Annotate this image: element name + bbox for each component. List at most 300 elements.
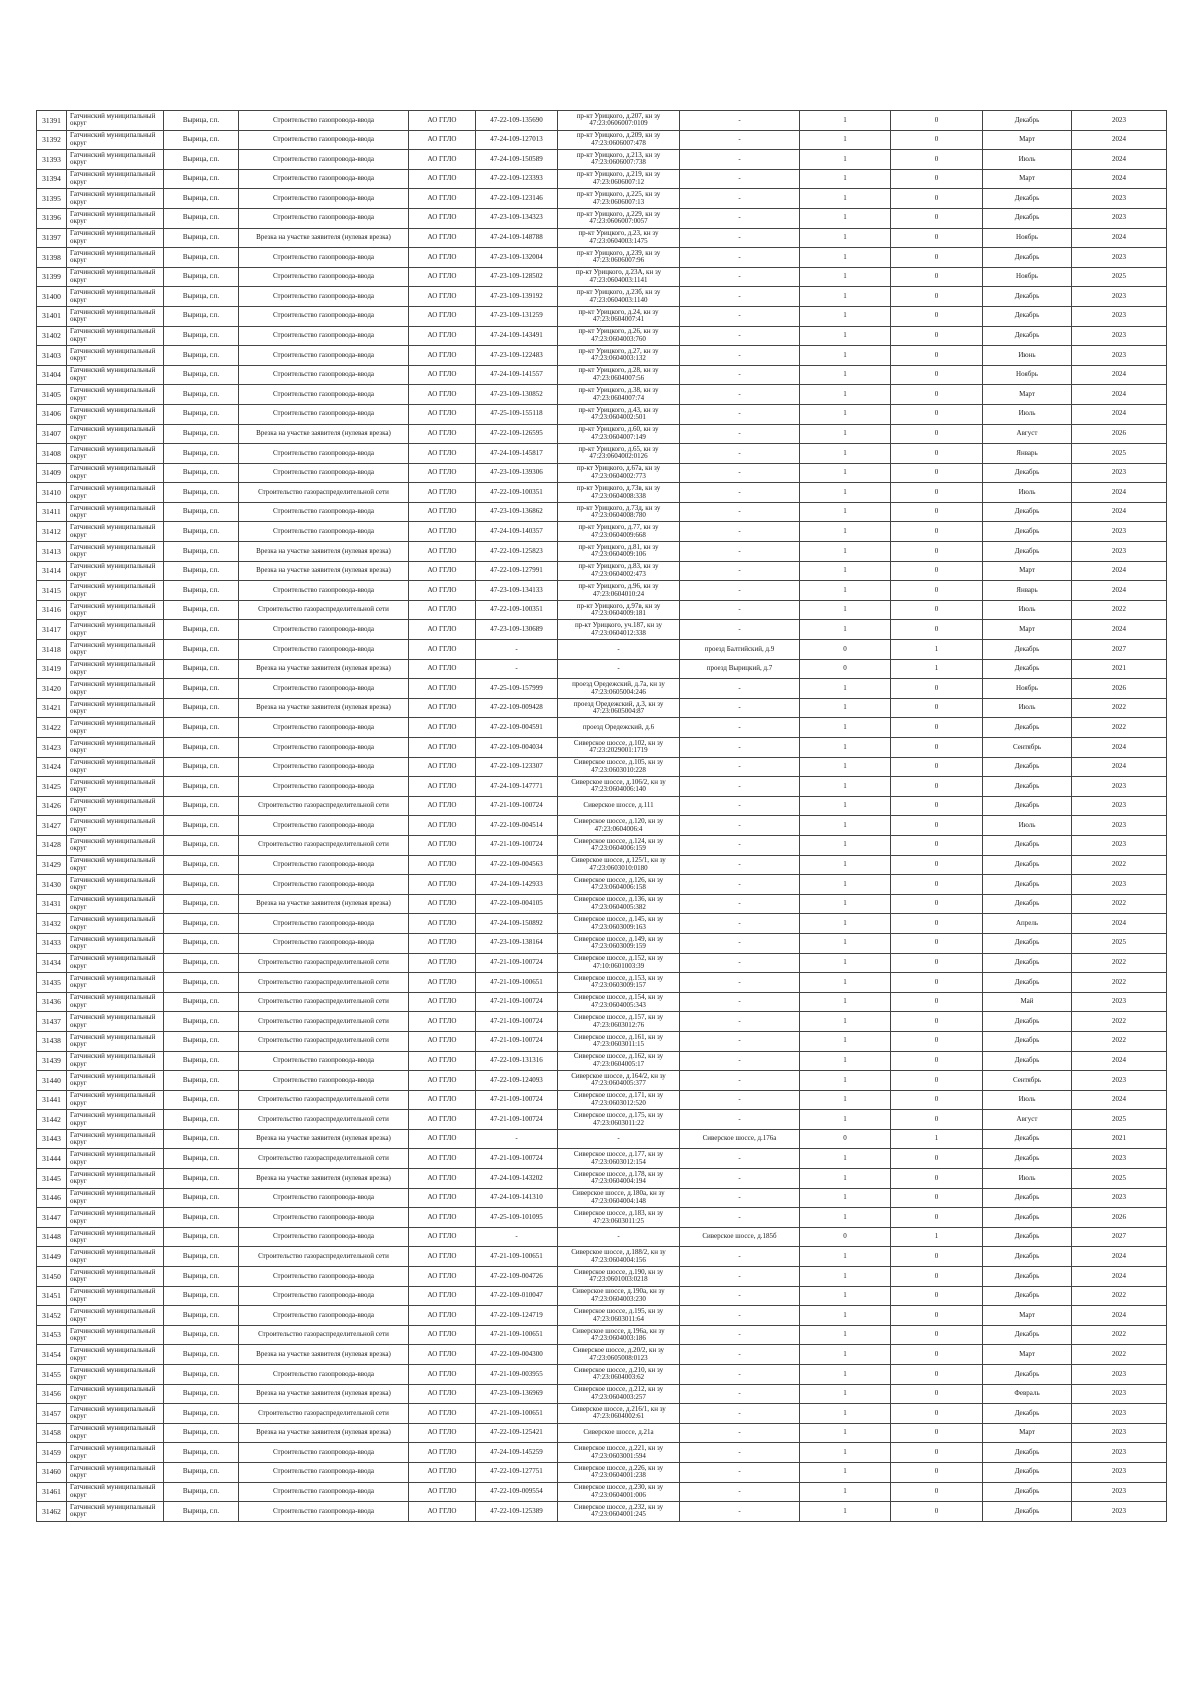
organization-cell: АО ГГЛО <box>409 1188 476 1208</box>
year-cell: 2024 <box>1072 228 1167 248</box>
year-cell: 2023 <box>1072 1188 1167 1208</box>
planned-count-cell: 0 <box>891 1443 983 1463</box>
address-cell: - <box>558 659 680 679</box>
settlement-cell: Вырица, г.п. <box>164 150 239 170</box>
application-number-cell: 47-21-109-100724 <box>476 1149 558 1169</box>
row-number: 31427 <box>37 816 67 836</box>
row-number: 31443 <box>37 1129 67 1149</box>
count-cell: 1 <box>800 169 891 189</box>
year-cell: 2022 <box>1072 1286 1167 1306</box>
planned-count-cell: 0 <box>891 248 983 268</box>
year-cell: 2023 <box>1072 1071 1167 1091</box>
table-row <box>37 1502 1167 1522</box>
table-row <box>37 600 1167 620</box>
planned-count-cell: 0 <box>891 1462 983 1482</box>
month-cell: Декабрь <box>983 463 1072 483</box>
row-number: 31421 <box>37 698 67 718</box>
application-number-cell: - <box>476 1227 558 1247</box>
count-cell: 0 <box>800 1129 891 1149</box>
work-type-cell: Строительство газопровода-ввода <box>239 306 409 326</box>
application-number-cell: 47-21-109-100651 <box>476 1247 558 1267</box>
application-number-cell: 47-22-109-127991 <box>476 561 558 581</box>
work-type-cell: Врезка на участке заявителя (нулевая врезка) <box>239 659 409 679</box>
row-number: 31446 <box>37 1188 67 1208</box>
count-cell: 1 <box>800 130 891 150</box>
organization-cell: АО ГГЛО <box>409 1208 476 1228</box>
row-number: 31405 <box>37 385 67 405</box>
organization-cell: АО ГГЛО <box>409 875 476 895</box>
gasification-table <box>36 110 1167 1522</box>
year-cell: 2024 <box>1072 738 1167 758</box>
count-cell: 1 <box>800 1502 891 1522</box>
organization-cell: АО ГГЛО <box>409 1169 476 1189</box>
address-cell: проезд Оредежский, д.3, кн зу 47:23:0605004:87 <box>558 698 680 718</box>
planned-count-cell: 0 <box>891 953 983 973</box>
address-cell: пр-кт Урицкого, д.229, кн зу 47:23:0606007:0057 <box>558 208 680 228</box>
planned-address-cell: - <box>680 189 800 209</box>
planned-address-cell: - <box>680 1384 800 1404</box>
address-cell: пр-кт Урицкого, д.65, кн зу 47:23:0604002:0126 <box>558 444 680 464</box>
planned-address-cell: - <box>680 346 800 366</box>
application-number-cell: 47-23-109-130852 <box>476 385 558 405</box>
row-number: 31462 <box>37 1502 67 1522</box>
address-cell: пр-кт Урицкого, д.96, кн зу 47:23:0604010:24 <box>558 581 680 601</box>
year-cell: 2022 <box>1072 953 1167 973</box>
planned-count-cell: 0 <box>891 1482 983 1502</box>
planned-count-cell: 0 <box>891 1051 983 1071</box>
row-number: 31400 <box>37 287 67 307</box>
month-cell: Декабрь <box>983 287 1072 307</box>
planned-address-cell: - <box>680 522 800 542</box>
planned-count-cell: 0 <box>891 561 983 581</box>
count-cell: 0 <box>800 1227 891 1247</box>
settlement-cell: Вырица, г.п. <box>164 483 239 503</box>
organization-cell: АО ГГЛО <box>409 287 476 307</box>
organization-cell: АО ГГЛО <box>409 385 476 405</box>
work-type-cell: Строительство газопровода-ввода <box>239 346 409 366</box>
planned-count-cell: 0 <box>891 1325 983 1345</box>
table-row <box>37 267 1167 287</box>
month-cell: Ноябрь <box>983 228 1072 248</box>
address-cell: Сиверское шоссе, д.126, кн зу 47:23:0604006:158 <box>558 875 680 895</box>
organization-cell: АО ГГЛО <box>409 1306 476 1326</box>
district-cell: Гатчинский муниципальный округ <box>67 1031 164 1051</box>
month-cell: Декабрь <box>983 973 1072 993</box>
year-cell: 2023 <box>1072 306 1167 326</box>
planned-address-cell: - <box>680 248 800 268</box>
row-number: 31454 <box>37 1345 67 1365</box>
address-cell: Сиверское шоссе, д.124, кн зу 47:23:0604006:159 <box>558 835 680 855</box>
address-cell: Сиверское шоссе, д.21а <box>558 1423 680 1443</box>
organization-cell: АО ГГЛО <box>409 542 476 562</box>
year-cell: 2023 <box>1072 287 1167 307</box>
row-number: 31412 <box>37 522 67 542</box>
planned-count-cell: 0 <box>891 1149 983 1169</box>
work-type-cell: Строительство газораспределительной сети <box>239 1031 409 1051</box>
table-row <box>37 777 1167 797</box>
organization-cell: АО ГГЛО <box>409 1247 476 1267</box>
month-cell: Март <box>983 1306 1072 1326</box>
count-cell: 1 <box>800 914 891 934</box>
table-row <box>37 228 1167 248</box>
month-cell: Декабрь <box>983 502 1072 522</box>
district-cell: Гатчинский муниципальный округ <box>67 757 164 777</box>
count-cell: 1 <box>800 1286 891 1306</box>
address-cell: Сиверское шоссе, д.149, кн зу 47:23:0603009:159 <box>558 933 680 953</box>
month-cell: Декабрь <box>983 1208 1072 1228</box>
row-number: 31415 <box>37 581 67 601</box>
planned-count-cell: 0 <box>891 326 983 346</box>
count-cell: 1 <box>800 208 891 228</box>
settlement-cell: Вырица, г.п. <box>164 718 239 738</box>
address-cell: Сиверское шоссе, д.145, кн зу 47:23:0603009:163 <box>558 914 680 934</box>
row-number: 31433 <box>37 933 67 953</box>
district-cell: Гатчинский муниципальный округ <box>67 620 164 640</box>
year-cell: 2023 <box>1072 1462 1167 1482</box>
application-number-cell: 47-24-109-150892 <box>476 914 558 934</box>
year-cell: 2024 <box>1072 581 1167 601</box>
count-cell: 1 <box>800 894 891 914</box>
year-cell: 2025 <box>1072 1169 1167 1189</box>
year-cell: 2022 <box>1072 973 1167 993</box>
settlement-cell: Вырица, г.п. <box>164 679 239 699</box>
planned-count-cell: 0 <box>891 404 983 424</box>
address-cell: Сиверское шоссе, д.221, кн зу 47:23:0603001:594 <box>558 1443 680 1463</box>
application-number-cell: 47-21-109-100724 <box>476 1031 558 1051</box>
application-number-cell: 47-22-109-126595 <box>476 424 558 444</box>
application-number-cell: 47-22-109-009428 <box>476 698 558 718</box>
application-number-cell: 47-22-109-004591 <box>476 718 558 738</box>
planned-count-cell: 0 <box>891 1110 983 1130</box>
row-number: 31406 <box>37 404 67 424</box>
month-cell: Декабрь <box>983 1012 1072 1032</box>
count-cell: 0 <box>800 640 891 660</box>
work-type-cell: Строительство газопровода-ввода <box>239 679 409 699</box>
organization-cell: АО ГГЛО <box>409 1090 476 1110</box>
work-type-cell: Строительство газопровода-ввода <box>239 914 409 934</box>
work-type-cell: Строительство газопровода-ввода <box>239 444 409 464</box>
work-type-cell: Строительство газопровода-ввода <box>239 718 409 738</box>
organization-cell: АО ГГЛО <box>409 953 476 973</box>
settlement-cell: Вырица, г.п. <box>164 738 239 758</box>
row-number: 31408 <box>37 444 67 464</box>
planned-address-cell: - <box>680 1404 800 1424</box>
settlement-cell: Вырица, г.п. <box>164 248 239 268</box>
planned-count-cell: 0 <box>891 111 983 131</box>
year-cell: 2023 <box>1072 1149 1167 1169</box>
district-cell: Гатчинский муниципальный округ <box>67 522 164 542</box>
table-row <box>37 1149 1167 1169</box>
planned-count-cell: 0 <box>891 150 983 170</box>
planned-address-cell: - <box>680 1286 800 1306</box>
address-cell: Сиверское шоссе, д.175, кн зу 47:23:0603011:22 <box>558 1110 680 1130</box>
organization-cell: АО ГГЛО <box>409 502 476 522</box>
settlement-cell: Вырица, г.п. <box>164 542 239 562</box>
row-number: 31424 <box>37 757 67 777</box>
planned-count-cell: 0 <box>891 1423 983 1443</box>
row-number: 31396 <box>37 208 67 228</box>
month-cell: Декабрь <box>983 1443 1072 1463</box>
district-cell: Гатчинский муниципальный округ <box>67 1365 164 1385</box>
planned-count-cell: 0 <box>891 620 983 640</box>
table-row <box>37 640 1167 660</box>
planned-count-cell: 0 <box>891 385 983 405</box>
work-type-cell: Строительство газораспределительной сети <box>239 835 409 855</box>
planned-count-cell: 0 <box>891 189 983 209</box>
work-type-cell: Строительство газопровода-ввода <box>239 365 409 385</box>
table-row <box>37 914 1167 934</box>
count-cell: 1 <box>800 698 891 718</box>
month-cell: Апрель <box>983 914 1072 934</box>
year-cell: 2024 <box>1072 130 1167 150</box>
district-cell: Гатчинский муниципальный округ <box>67 1325 164 1345</box>
district-cell: Гатчинский муниципальный округ <box>67 659 164 679</box>
work-type-cell: Строительство газопровода-ввода <box>239 208 409 228</box>
planned-count-cell: 0 <box>891 992 983 1012</box>
settlement-cell: Вырица, г.п. <box>164 894 239 914</box>
row-number: 31437 <box>37 1012 67 1032</box>
district-cell: Гатчинский муниципальный округ <box>67 679 164 699</box>
work-type-cell: Врезка на участке заявителя (нулевая врезка) <box>239 1384 409 1404</box>
planned-count-cell: 0 <box>891 1012 983 1032</box>
table-row <box>37 698 1167 718</box>
row-number: 31456 <box>37 1384 67 1404</box>
district-cell: Гатчинский муниципальный округ <box>67 130 164 150</box>
work-type-cell: Строительство газораспределительной сети <box>239 600 409 620</box>
planned-count-cell: 0 <box>891 287 983 307</box>
year-cell: 2022 <box>1072 855 1167 875</box>
planned-address-cell: - <box>680 1365 800 1385</box>
application-number-cell: 47-21-109-100724 <box>476 835 558 855</box>
district-cell: Гатчинский муниципальный округ <box>67 698 164 718</box>
planned-address-cell: - <box>680 718 800 738</box>
application-number-cell: 47-21-109-003955 <box>476 1365 558 1385</box>
planned-address-cell: - <box>680 1051 800 1071</box>
organization-cell: АО ГГЛО <box>409 835 476 855</box>
district-cell: Гатчинский муниципальный округ <box>67 973 164 993</box>
row-number: 31444 <box>37 1149 67 1169</box>
count-cell: 1 <box>800 483 891 503</box>
year-cell: 2021 <box>1072 659 1167 679</box>
district-cell: Гатчинский муниципальный округ <box>67 1482 164 1502</box>
organization-cell: АО ГГЛО <box>409 1129 476 1149</box>
application-number-cell: 47-22-109-004300 <box>476 1345 558 1365</box>
row-number: 31429 <box>37 855 67 875</box>
organization-cell: АО ГГЛО <box>409 267 476 287</box>
year-cell: 2022 <box>1072 894 1167 914</box>
organization-cell: АО ГГЛО <box>409 1462 476 1482</box>
planned-count-cell: 0 <box>891 875 983 895</box>
work-type-cell: Строительство газопровода-ввода <box>239 1482 409 1502</box>
address-cell: пр-кт Урицкого, д.43, кн зу 47:23:0604002:501 <box>558 404 680 424</box>
count-cell: 1 <box>800 228 891 248</box>
address-cell: Сиверское шоссе, д.178, кн зу 47:23:0604004:194 <box>558 1169 680 1189</box>
district-cell: Гатчинский муниципальный округ <box>67 894 164 914</box>
month-cell: Декабрь <box>983 1051 1072 1071</box>
district-cell: Гатчинский муниципальный округ <box>67 777 164 797</box>
year-cell: 2023 <box>1072 777 1167 797</box>
planned-address-cell: - <box>680 542 800 562</box>
work-type-cell: Строительство газопровода-ввода <box>239 248 409 268</box>
application-number-cell: 47-22-109-125389 <box>476 1502 558 1522</box>
planned-address-cell: - <box>680 267 800 287</box>
year-cell: 2023 <box>1072 111 1167 131</box>
planned-address-cell: - <box>680 1443 800 1463</box>
month-cell: Декабрь <box>983 659 1072 679</box>
planned-address-cell: - <box>680 855 800 875</box>
count-cell: 1 <box>800 757 891 777</box>
planned-address-cell: - <box>680 306 800 326</box>
year-cell: 2022 <box>1072 1325 1167 1345</box>
address-cell: проезд Оредежский, д.7а, кн зу 47:23:0605004:246 <box>558 679 680 699</box>
organization-cell: АО ГГЛО <box>409 973 476 993</box>
month-cell: Июль <box>983 600 1072 620</box>
settlement-cell: Вырица, г.п. <box>164 404 239 424</box>
row-number: 31455 <box>37 1365 67 1385</box>
settlement-cell: Вырица, г.п. <box>164 1090 239 1110</box>
month-cell: Март <box>983 620 1072 640</box>
planned-address-cell: Сиверское шоссе, д.176а <box>680 1129 800 1149</box>
table-row <box>37 385 1167 405</box>
planned-count-cell: 0 <box>891 502 983 522</box>
count-cell: 1 <box>800 1012 891 1032</box>
year-cell: 2023 <box>1072 875 1167 895</box>
application-number-cell: 47-24-109-143491 <box>476 326 558 346</box>
month-cell: Ноябрь <box>983 365 1072 385</box>
month-cell: Декабрь <box>983 522 1072 542</box>
planned-address-cell: - <box>680 287 800 307</box>
district-cell: Гатчинский муниципальный округ <box>67 169 164 189</box>
count-cell: 1 <box>800 404 891 424</box>
planned-address-cell: - <box>680 502 800 522</box>
settlement-cell: Вырица, г.п. <box>164 1208 239 1228</box>
planned-address-cell: - <box>680 953 800 973</box>
organization-cell: АО ГГЛО <box>409 444 476 464</box>
row-number: 31445 <box>37 1169 67 1189</box>
district-cell: Гатчинский муниципальный округ <box>67 1247 164 1267</box>
month-cell: Декабрь <box>983 933 1072 953</box>
count-cell: 1 <box>800 600 891 620</box>
year-cell: 2023 <box>1072 992 1167 1012</box>
settlement-cell: Вырица, г.п. <box>164 973 239 993</box>
year-cell: 2026 <box>1072 679 1167 699</box>
planned-address-cell: - <box>680 483 800 503</box>
organization-cell: АО ГГЛО <box>409 816 476 836</box>
district-cell: Гатчинский муниципальный округ <box>67 1345 164 1365</box>
planned-count-cell: 0 <box>891 267 983 287</box>
district-cell: Гатчинский муниципальный округ <box>67 424 164 444</box>
application-number-cell: 47-23-109-130689 <box>476 620 558 640</box>
work-type-cell: Врезка на участке заявителя (нулевая врезка) <box>239 561 409 581</box>
month-cell: Декабрь <box>983 855 1072 875</box>
planned-address-cell: - <box>680 738 800 758</box>
row-number: 31401 <box>37 306 67 326</box>
application-number-cell: 47-22-109-125823 <box>476 542 558 562</box>
year-cell: 2022 <box>1072 1031 1167 1051</box>
district-cell: Гатчинский муниципальный округ <box>67 1208 164 1228</box>
row-number: 31391 <box>37 111 67 131</box>
district-cell: Гатчинский муниципальный округ <box>67 1169 164 1189</box>
address-cell: пр-кт Урицкого, д.77, кн зу 47:23:0604009:668 <box>558 522 680 542</box>
count-cell: 1 <box>800 1090 891 1110</box>
work-type-cell: Строительство газораспределительной сети <box>239 1110 409 1130</box>
application-number-cell: 47-24-109-140357 <box>476 522 558 542</box>
planned-address-cell: - <box>680 1306 800 1326</box>
settlement-cell: Вырица, г.п. <box>164 1306 239 1326</box>
application-number-cell: 47-22-109-124093 <box>476 1071 558 1091</box>
planned-count-cell: 0 <box>891 1031 983 1051</box>
table-row <box>37 306 1167 326</box>
district-cell: Гатчинский муниципальный округ <box>67 855 164 875</box>
organization-cell: АО ГГЛО <box>409 581 476 601</box>
row-number: 31423 <box>37 738 67 758</box>
work-type-cell: Врезка на участке заявителя (нулевая врезка) <box>239 698 409 718</box>
month-cell: Декабрь <box>983 1325 1072 1345</box>
work-type-cell: Строительство газопровода-ввода <box>239 640 409 660</box>
work-type-cell: Строительство газораспределительной сети <box>239 953 409 973</box>
year-cell: 2022 <box>1072 1345 1167 1365</box>
count-cell: 1 <box>800 718 891 738</box>
year-cell: 2024 <box>1072 1267 1167 1287</box>
table-row <box>37 1443 1167 1463</box>
planned-address-cell: - <box>680 365 800 385</box>
work-type-cell: Строительство газопровода-ввода <box>239 1227 409 1247</box>
application-number-cell: 47-25-109-157999 <box>476 679 558 699</box>
table-row <box>37 1031 1167 1051</box>
address-cell: пр-кт Урицкого, д.28, кн зу 47:23:0604007:56 <box>558 365 680 385</box>
year-cell: 2027 <box>1072 640 1167 660</box>
planned-address-cell: - <box>680 1149 800 1169</box>
organization-cell: АО ГГЛО <box>409 111 476 131</box>
organization-cell: АО ГГЛО <box>409 130 476 150</box>
row-number: 31438 <box>37 1031 67 1051</box>
work-type-cell: Строительство газопровода-ввода <box>239 816 409 836</box>
organization-cell: АО ГГЛО <box>409 738 476 758</box>
settlement-cell: Вырица, г.п. <box>164 1482 239 1502</box>
address-cell: Сиверское шоссе, д.195, кн зу 47:23:0603011:64 <box>558 1306 680 1326</box>
table-row <box>37 1286 1167 1306</box>
planned-count-cell: 0 <box>891 463 983 483</box>
table-row <box>37 1051 1167 1071</box>
organization-cell: АО ГГЛО <box>409 1502 476 1522</box>
month-cell: Июль <box>983 404 1072 424</box>
address-cell: пр-кт Урицкого, д.73в, кн зу 47:23:0604008:338 <box>558 483 680 503</box>
district-cell: Гатчинский муниципальный округ <box>67 1462 164 1482</box>
district-cell: Гатчинский муниципальный округ <box>67 1090 164 1110</box>
row-number: 31447 <box>37 1208 67 1228</box>
row-number: 31413 <box>37 542 67 562</box>
organization-cell: АО ГГЛО <box>409 777 476 797</box>
month-cell: Декабрь <box>983 894 1072 914</box>
address-cell: проезд Оредежский, д.6 <box>558 718 680 738</box>
table-row <box>37 1267 1167 1287</box>
organization-cell: АО ГГЛО <box>409 757 476 777</box>
address-cell: пр-кт Урицкого, уч.187, кн зу 47:23:0604012:338 <box>558 620 680 640</box>
count-cell: 1 <box>800 287 891 307</box>
address-cell: пр-кт Урицкого, д.209, кн зу 47:23:0606007:478 <box>558 130 680 150</box>
table-row <box>37 796 1167 816</box>
organization-cell: АО ГГЛО <box>409 150 476 170</box>
settlement-cell: Вырица, г.п. <box>164 1110 239 1130</box>
application-number-cell: 47-23-109-122483 <box>476 346 558 366</box>
planned-count-cell: 0 <box>891 796 983 816</box>
planned-count-cell: 0 <box>891 1502 983 1522</box>
address-cell: пр-кт Урицкого, д.83, кн зу 47:23:0604002:473 <box>558 561 680 581</box>
work-type-cell: Строительство газопровода-ввода <box>239 287 409 307</box>
organization-cell: АО ГГЛО <box>409 522 476 542</box>
organization-cell: АО ГГЛО <box>409 679 476 699</box>
planned-count-cell: 0 <box>891 1071 983 1091</box>
